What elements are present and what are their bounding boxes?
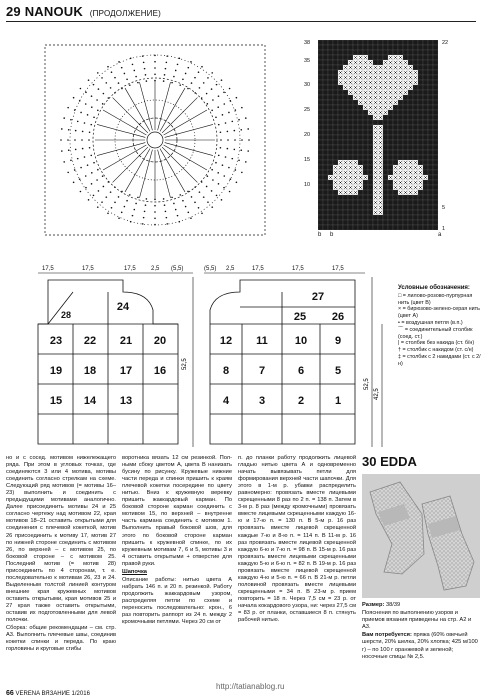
- symbol-legend: [398, 285, 482, 368]
- chart-grid: [318, 40, 438, 230]
- section-title: NANOUK: [24, 4, 83, 19]
- chart-row-38: 38: [304, 40, 311, 46]
- legend-item-sc: | = столбик без накида (ст. б/н): [398, 340, 475, 347]
- edda-info: [362, 602, 480, 662]
- chart-row-1: 1: [442, 226, 446, 232]
- page-number: 66: [6, 690, 14, 697]
- motif-8: 8: [222, 365, 230, 377]
- watermark: http://tatianablog.ru: [216, 682, 285, 691]
- legend-title: Условные обозначения:: [398, 285, 470, 291]
- col1-paragraph-2: Сборка: общие рекомендации – см. стр. А3. Выполнить плечевые швы, соединив кокетки спинки и переда. По краю горловины и круговые сгибы: [6, 625, 116, 653]
- dim-r-top-5: 17,5: [332, 266, 344, 272]
- dim-top-2: 17,5: [82, 266, 94, 272]
- motif-1: 1: [334, 395, 342, 407]
- page-footer: [6, 690, 90, 697]
- hat-description: Описание работы: нитью цвета А набрать 146 п. и 20 п. резинкой. Работу продолжить жаккардовым узором, распределяя петли по схеме и переносить последовательно: крон., 6 раз повторить раппорт из 24 п. между 2 кромочными петлями. Через 20 см от: [122, 576, 232, 626]
- schematic-front: [200, 262, 390, 452]
- schematic-back: [28, 262, 198, 452]
- legend-item-color-b: □ = лилово-розово-пурпурная нить (цвет В): [398, 292, 473, 306]
- edda-name: EDDA: [380, 454, 417, 469]
- section-header: [6, 4, 161, 19]
- legend-item-color-a: × = бирюзово-зелено-серая нить (цвет А): [398, 306, 480, 320]
- legend-item-dc: † = столбик с накидом (ст. с/н): [398, 347, 474, 354]
- dim-side: 52,5: [182, 358, 188, 370]
- hat-heading: Шапочка: [122, 568, 147, 575]
- motif-4: 4: [222, 395, 230, 407]
- section-number: 29: [6, 4, 21, 19]
- motif-22: 22: [83, 335, 97, 347]
- legend-item-slip: ⌒ = соединительный столбик (соед. ст.): [398, 326, 473, 340]
- dim-r-top-2: 2,5: [226, 266, 235, 272]
- motif-24: 24: [116, 301, 130, 313]
- motif-16: 16: [153, 365, 167, 377]
- motif-19: 19: [49, 365, 63, 377]
- motif-11: 11: [256, 335, 268, 347]
- text-column-3: [238, 455, 356, 625]
- motif-7: 7: [258, 365, 266, 377]
- edda-size-label: Размер:: [362, 602, 385, 608]
- edda-note: Пояснения по выполнению узоров и приемов вязания приведены на стр. А2 и А3.: [362, 610, 472, 631]
- chart-corner-label: 22: [442, 40, 449, 46]
- legend-item-chain: • = воздушная петля (в.п.): [398, 319, 463, 326]
- motif-12: 12: [219, 335, 233, 347]
- edda-need-label: Вам потребуется:: [362, 632, 412, 639]
- chart-foot-left: b: [318, 232, 322, 238]
- motif-13: 13: [119, 395, 133, 407]
- chart-row-20: 20: [304, 132, 311, 138]
- motif-25: 25: [293, 311, 307, 323]
- edda-size-value: 38/39: [385, 602, 401, 608]
- chart-row-10: 10: [304, 182, 311, 188]
- header-rule: [6, 21, 476, 22]
- crochet-motif-diagram: [40, 40, 270, 240]
- text-column-2: [122, 455, 232, 627]
- chart-row-35: 35: [304, 58, 311, 64]
- motif-20: 20: [153, 335, 167, 347]
- motif-3: 3: [258, 395, 266, 407]
- col1-paragraph-1: но и с сосед. мотивом нижележащего ряда. При этом в угловых точках, где соединяются 3 или 4 мотива, мотивы соединить согласно стрелкам на схеме. Следующий ряд мотивов (= мотивы 16–23) выполнить и соединить с предыдущими мотивами аналогично. Далее присоединить мотивы 24 и 25 согласно чертежу над мотивом 22, края мотивов 18–21 оставить открытыми для соединения с плечевой кокеткой, мотив 26 присоединить к мотиву 17, мотив 27 по нижней стороне соединить с мотивом 26, по верхней – с мотивом 25, по боковой стороне – с мотивом 25. Последний мотив (= мотив 28) присоединить по 4 сторонам, т. е. последовательно к мотивам 26, 23 и 24. Выделенным толстой линией контуром внешние края кружевных мотивов оставить открытыми, края мотивов 25 и 27 края также оставить открытыми, оставив их подготовленными для левой полочки.: [6, 455, 116, 624]
- motif-10: 10: [294, 335, 308, 347]
- dim-top-4: 2,5: [151, 266, 160, 272]
- legend-item-tr: ‡ = столбик с 2 накидами (ст. с 2/н): [398, 353, 481, 367]
- motif-28: 28: [60, 310, 72, 320]
- dim-r-top-3: 17,5: [252, 266, 264, 272]
- edda-need-value: пряжа (60% овечьей шерсти, 20% шелка, 20% хлопка; 425 м/100 г) – по 100 г оранжевой и зеленой; носочные спицы № 2,5.: [362, 632, 478, 660]
- magazine-name: VERENA ВЯЗАНИЕ 1/2016: [15, 691, 90, 697]
- text-column-1: [6, 455, 116, 654]
- motif-17: 17: [119, 365, 133, 377]
- motif-18: 18: [83, 365, 97, 377]
- motif-26: 26: [331, 311, 345, 323]
- motif-23: 23: [49, 335, 63, 347]
- dim-top-1: 17,5: [42, 266, 54, 272]
- motif-27: 27: [311, 291, 325, 303]
- col2-paragraph-1: воротника вязать 12 см резинкой. Пол-ными сбоку цветом А, цвета В нанизать бусину по рисунку. Кружевые нижние части переда и спинки пришить к краям плечевой кокетки посередине по цвету нитью. Вниз к кружевную веревку пришить жаккардовый карман. По боковой стороне карман соединить с мотивом 15, по верхней – внутренне часть кармана соединить с мотивом 1. Выполнить правый боковой шов, для этого по боковой стороне карман пришить к кружевной спинке, по их кружевным мотивам 7, 6 и 5, мотивы 3 и 4 оставить открытыми + отверстие для правой руки.: [122, 455, 232, 567]
- chart-foot-mid: b: [330, 232, 334, 238]
- chart-row-15: 15: [304, 157, 311, 163]
- motif-15: 15: [49, 395, 63, 407]
- section-subtitle: (ПРОДОЛЖЕНИЕ): [89, 9, 162, 18]
- edda-title: [362, 454, 417, 469]
- motif-5: 5: [334, 365, 342, 377]
- chart-row-30: 30: [304, 82, 311, 88]
- col3-paragraph-1: п. до планки работу продолжить лицевой гладью нитью цвета А и одновременно начать вывязывать петли для формирования верхней части шапочки. Для этого в 1-м р. убавки распределить равномерно: провязать вместе лицевыми скрещенными 8 раз по 2 п. = 138 п. Затем в 3-м р. 8 раз (между кромочными) провязать вместе лицевыми скрещенными каждую 16-ю и 17-ю п. = 130 п. В 5-м р. 16 раз провязать вместе лицевой скрещенной каждые 7-ю и 8-ю п. = 114 п. В 11-м р. 16 раз провязать вместе лицевой скрещенной каждую 6-ю и 7-ю п. = 98 п. В 15-м р. 16 раз провязать вместе лицевыми скрещенными каждую 5-ю и 6-ю п. = 82 п. В 19-м р. 16 раз провязать вместе лицевой скрещенной каждую 4-ю и 5-ю п. = 66 п. В 21-м р. петли половиной провязать вместе лицевыми скрещенными = 34 п. В 23-м р. прием повторить = 18 п. Через 7,5 см = 23 р. от начала кокардового узора, ни: через 27,5 см = 83 р. от планки, оставшиеся 8 п. стянуть рабочей нитью.: [238, 455, 356, 624]
- dim-r-side-1: 52,5: [364, 378, 370, 390]
- motif-21: 21: [119, 335, 133, 347]
- chart-row-25: 25: [304, 107, 311, 113]
- motif-9: 9: [334, 335, 342, 347]
- edda-photo: [362, 474, 480, 598]
- motif-14: 14: [83, 395, 97, 407]
- chart-foot-right: a: [438, 232, 442, 238]
- motif-2: 2: [297, 395, 305, 407]
- socks-photo: [362, 474, 480, 598]
- edda-number: 30: [362, 454, 377, 469]
- dim-top-3: 17,5: [124, 266, 136, 272]
- motif-6: 6: [297, 365, 305, 377]
- dim-r-top-4: 17,5: [292, 266, 304, 272]
- dim-r-top-1: (5,5): [204, 266, 217, 272]
- chart-row-5: 5: [442, 205, 446, 211]
- dim-r-side-2: 42,5: [374, 388, 380, 400]
- dim-top-5: (5,5): [171, 266, 184, 272]
- jacquard-chart: [318, 40, 438, 240]
